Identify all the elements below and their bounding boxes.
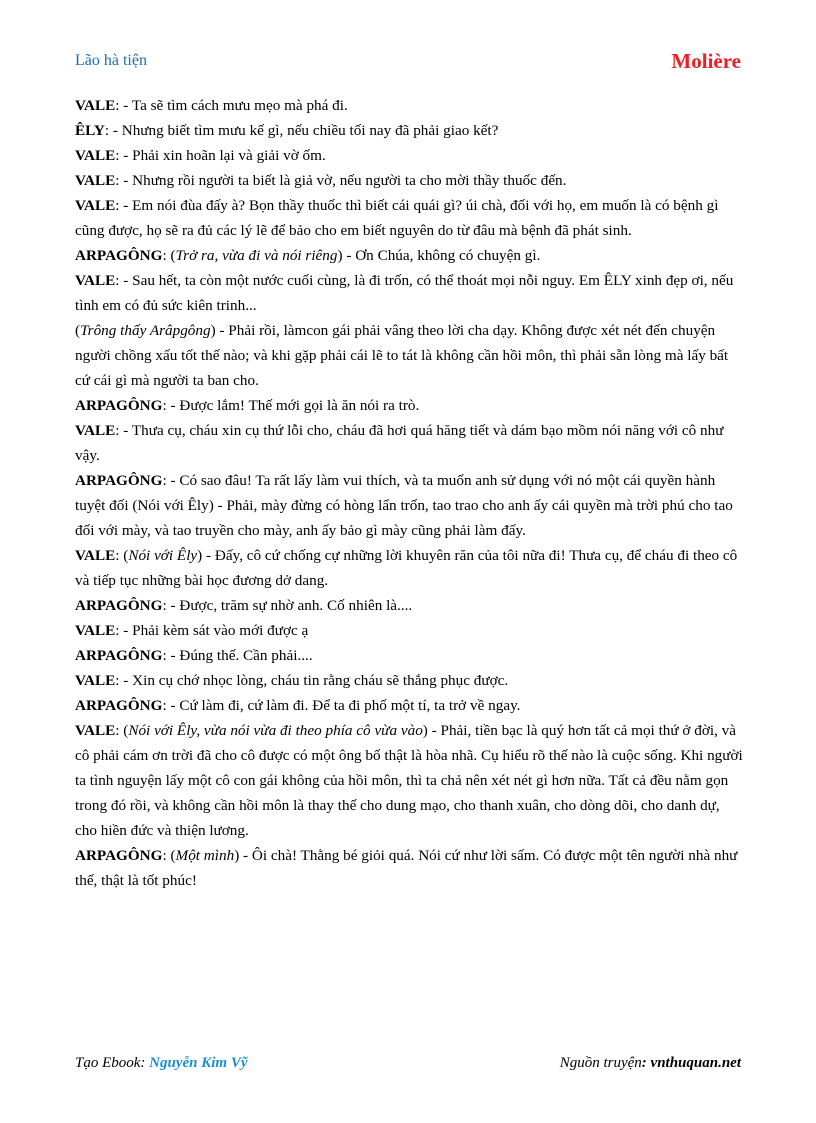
speaker-separator: ( [75, 322, 81, 339]
dialogue-line [75, 393, 743, 418]
speaker-separator: : [115, 172, 124, 189]
dialogue-line [75, 268, 743, 318]
speaker-name: ARPAGÔNG [75, 697, 163, 714]
stage-direction: Nói với Êly, vừa nói vừa đi theo phía cô vừa vào [128, 722, 423, 739]
speaker-separator: : [115, 97, 124, 114]
stage-direction-close: ) [422, 722, 432, 739]
dialogue-text: - Ôi chà! Thằng bé giỏi quá. Nói cứ như lời sấm. Có được một tên người nhà như thế, thật là tốt phúc! [75, 847, 738, 889]
dialogue-line [75, 418, 743, 468]
footer-ebook-sep: : [140, 1055, 150, 1071]
dialogue-body [75, 93, 743, 893]
speaker-separator: : [115, 672, 124, 689]
footer-ebook-label: Tạo Ebook [75, 1055, 141, 1071]
dialogue-text: - Phải kèm sát vào mới được ạ [123, 622, 309, 639]
speaker-name: VALE [75, 272, 116, 289]
speaker-name: ÊLY [75, 122, 105, 139]
speaker-separator: : [115, 147, 124, 164]
speaker-separator: : [162, 472, 171, 489]
dialogue-line [75, 93, 743, 118]
dialogue-text: - Nhưng rồi người ta biết là giả vờ, nếu người ta cho mời thầy thuốc đến. [123, 172, 567, 189]
dialogue-text: - Phải, tiền bạc là quý hơn tất cả mọi thứ ở đời, và cô phải cám ơn trời đã cho cô được có một ông bố thật là hòa nhã. Cụ hiểu rõ thế nào là cuộc sống. Khi người ta tình nguyện lấy một cô con gái không của hồi môn, thì ta chả nên xét nét gì hơn nữa. Tất cả đều nằm gọn trong đó rồi, và không cần hồi môn là thay thế cho dung mạo, cho thanh xuân, cho dòng dõi, cho danh dự, cho hiền đức và thiện lương. [75, 722, 743, 839]
dialogue-line [75, 143, 743, 168]
book-title: Lão hà tiện [75, 52, 147, 69]
stage-direction-close: ) [210, 322, 220, 339]
speaker-name: ARPAGÔNG [75, 647, 163, 664]
speaker-separator: : ( [115, 547, 129, 564]
dialogue-line [75, 243, 743, 268]
dialogue-text: - Thưa cụ, cháu xin cụ thứ lỗi cho, cháu đã hơi quá hăng tiết và dám bạo mồm nói năng với cô như vậy. [75, 422, 724, 464]
speaker-name: VALE [75, 422, 116, 439]
dialogue-line [75, 543, 743, 593]
footer-source-sep: : [641, 1055, 651, 1071]
speaker-name: ARPAGÔNG [75, 597, 163, 614]
dialogue-line [75, 843, 743, 893]
dialogue-line [75, 668, 743, 693]
footer-source-site: vnthuquan.net [650, 1055, 741, 1071]
footer-source-credit [560, 1055, 741, 1072]
dialogue-line [75, 693, 743, 718]
dialogue-text: - Ta sẽ tìm cách mưu mẹo mà phá đi. [123, 97, 348, 114]
speaker-separator: : ( [115, 722, 129, 739]
stage-direction-close: ) [197, 547, 207, 564]
dialogue-line [75, 318, 743, 393]
stage-direction: Trở ra, vừa đi và nói riêng [175, 247, 338, 264]
speaker-name: ARPAGÔNG [75, 472, 163, 489]
speaker-separator: : ( [162, 847, 176, 864]
dialogue-text: - Được, trăm sự nhờ anh. Cố nhiên là.... [170, 597, 413, 614]
dialogue-text: - Phải rồi, làmcon gái phải vâng theo lời cha dạy. Không được xét nét đến chuyện người chồng xấu tốt thế nào; và khi gặp phải cái lẽ to tát là không cần hồi môn, thì phải sẵn lòng mà lấy bất cứ cái gì mà người ta ban cho. [75, 322, 729, 389]
footer-source-label: Nguồn truyện [559, 1055, 642, 1071]
speaker-name: ARPAGÔNG [75, 397, 163, 414]
speaker-separator: : [162, 647, 171, 664]
footer-ebook-credit [75, 1055, 248, 1072]
speaker-name: VALE [75, 97, 116, 114]
footer-ebook-author: Nguyễn Kim Vỹ [149, 1055, 248, 1071]
speaker-separator: : [115, 197, 124, 214]
speaker-name: VALE [75, 147, 116, 164]
dialogue-text: - Cứ làm đi, cứ làm đi. Để ta đi phố một tí, ta trở về ngay. [170, 697, 521, 714]
speaker-name: ARPAGÔNG [75, 247, 163, 264]
dialogue-line [75, 468, 743, 543]
dialogue-text: - Sau hết, ta còn một nước cuối cùng, là đi trốn, có thể thoát mọi nỗi nguy. Em ÊLY xinh đẹp ơi, nếu tình em có đủ sức kiên trinh... [75, 272, 734, 314]
dialogue-line [75, 593, 743, 618]
stage-direction: Nói với Êly [128, 547, 198, 564]
dialogue-line [75, 643, 743, 668]
speaker-separator: : ( [162, 247, 176, 264]
speaker-name: ARPAGÔNG [75, 847, 163, 864]
speaker-name: VALE [75, 722, 116, 739]
dialogue-line [75, 193, 743, 243]
stage-direction: Trông thấy Arâpgông [80, 322, 211, 339]
dialogue-text: - Xin cụ chớ nhọc lòng, cháu tin rằng cháu sẽ thắng phục được. [123, 672, 509, 689]
dialogue-text: - Được lắm! Thế mới gọi là ăn nói ra trò. [170, 397, 420, 414]
stage-direction-close: ) [234, 847, 244, 864]
speaker-separator: : [162, 397, 171, 414]
dialogue-line [75, 618, 743, 643]
speaker-separator: : [104, 122, 113, 139]
speaker-separator: : [162, 697, 171, 714]
dialogue-text: - Nhưng biết tìm mưu kế gì, nếu chiều tối nay đã phải giao kết? [112, 122, 499, 139]
speaker-separator: : [162, 597, 171, 614]
dialogue-text: - Có sao đâu! Ta rất lấy làm vui thích, và ta muốn anh sử dụng với nó một cái quyền hành tuyệt đối (Nói với Êly) - Phải, mày đừng có hòng lẩn trốn, tao trao cho anh ấy cái quyền mà trời phú cho tao đối với mày, và tao truyền cho mày, anh ấy bảo gì mày cũng phải làm đấy. [75, 472, 733, 539]
speaker-name: VALE [75, 547, 116, 564]
dialogue-line [75, 118, 743, 143]
speaker-name: VALE [75, 197, 116, 214]
speaker-separator: : [115, 422, 124, 439]
dialogue-text: - Em nói đùa đấy à? Bọn thầy thuốc thì biết cái quái gì? úi chà, đối với họ, em muốn là có bệnh gì cũng được, họ sẽ ra đủ các lý lẽ để bảo cho em biết nguyên do từ đâu mà bệnh đã phát sinh. [75, 197, 719, 239]
speaker-name: VALE [75, 672, 116, 689]
dialogue-text: - Phải xin hoãn lại và giải vờ ốm. [123, 147, 326, 164]
speaker-name: VALE [75, 622, 116, 639]
stage-direction: Một mình [175, 847, 235, 864]
dialogue-line [75, 168, 743, 193]
dialogue-text: - Đấy, cô cứ chống cự những lời khuyên răn của tôi nữa đi! Thưa cụ, để cháu đi theo cô và tiếp tục những bài học đương dở dang. [75, 547, 738, 589]
dialogue-text: - Ơn Chúa, không có chuyện gì. [346, 247, 541, 264]
speaker-separator: : [115, 622, 124, 639]
author-name: Molière [671, 49, 741, 73]
stage-direction-close: ) [337, 247, 347, 264]
dialogue-line [75, 718, 743, 843]
speaker-separator: : [115, 272, 124, 289]
dialogue-text: - Đúng thế. Cần phải.... [170, 647, 313, 664]
speaker-name: VALE [75, 172, 116, 189]
